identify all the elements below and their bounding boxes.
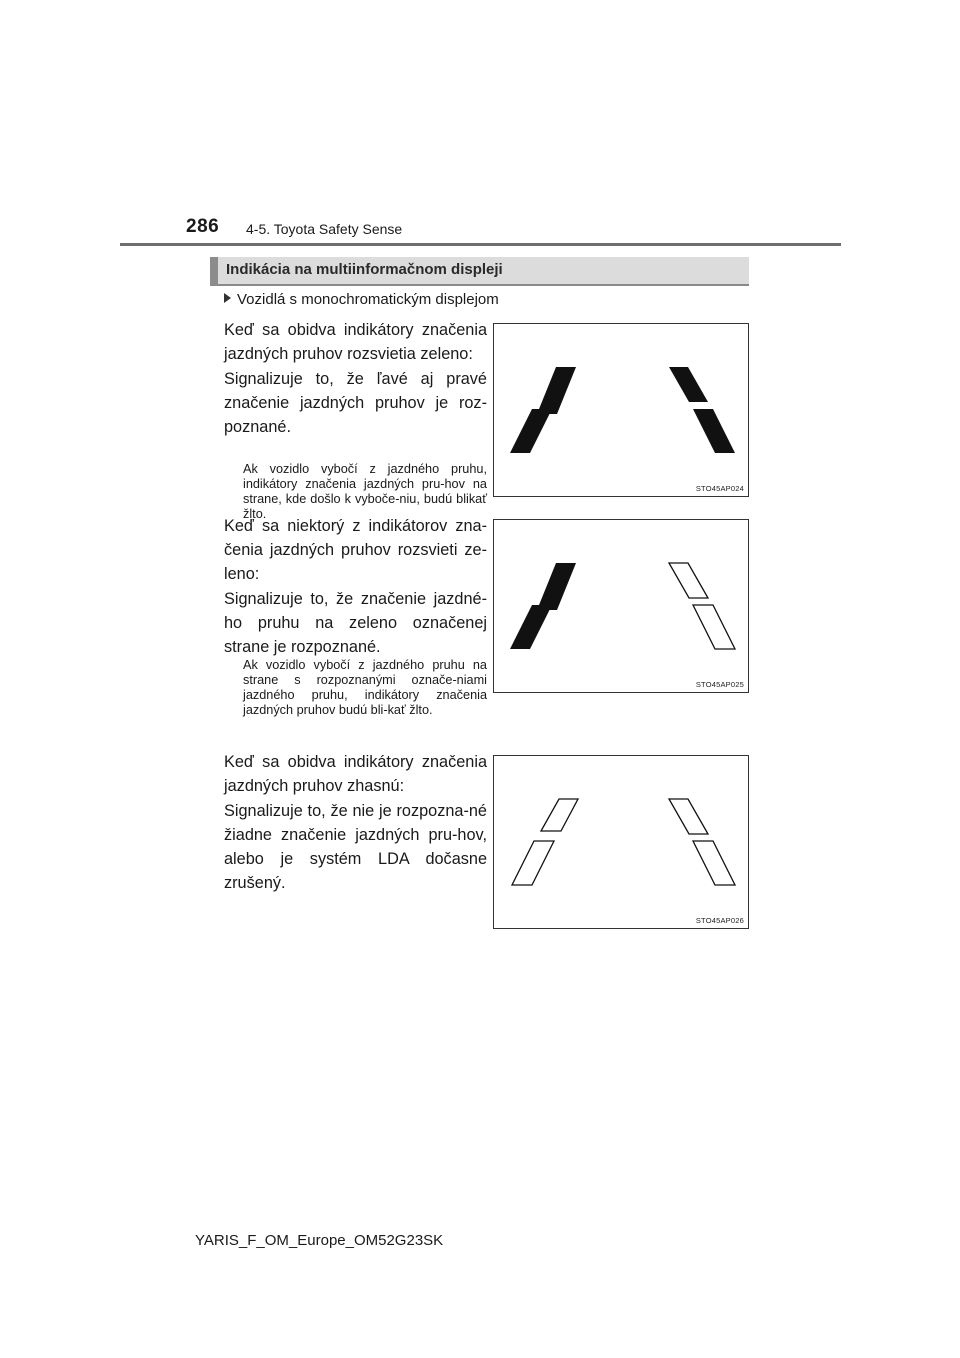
block-1-note: Ak vozidlo vybočí z jazdného pruhu, indikátory značenia jazdných pru-hov na strane, kde došlo k vyboče-niu, budú blikať žlto.	[243, 462, 487, 521]
left-lane-upper-segment	[537, 563, 576, 610]
figure-code: STO45AP025	[695, 680, 744, 689]
right-lane-upper-outline	[669, 799, 708, 834]
right-lane-upper-segment	[669, 367, 708, 402]
figure-code: STO45AP026	[695, 916, 744, 925]
section-title: 4-5. Toyota Safety Sense	[246, 221, 403, 237]
left-lane-lower-segment	[510, 605, 552, 649]
block-2-note: Ak vozidlo vybočí z jazdného pruhu na strane s rozpoznanými označe-niami jazdného pruhu, indikátory značenia jazdných pruhov budú bli-kať žlto.	[243, 658, 487, 717]
lane-indicator-illustration	[494, 756, 750, 930]
footer-doc-id: YARIS_F_OM_Europe_OM52G23SK	[195, 1232, 444, 1249]
block-2-condition: Keď sa niektorý z indikátorov zna-čenia jazdných pruhov rozsvieti ze-leno:	[224, 517, 487, 583]
left-lane-lower-segment	[510, 409, 552, 453]
figure-no-lanes-lit	[493, 755, 749, 929]
page-number: 286	[186, 216, 220, 237]
subheading	[224, 291, 499, 308]
figure-one-lane-lit	[493, 519, 749, 693]
block-1-condition: Keď sa obidva indikátory značenia jazdných pruhov rozsvietia zeleno:	[224, 321, 487, 363]
lane-indicator-illustration	[494, 324, 750, 498]
box-title: Indikácia na multiinformačnom displeji	[226, 261, 503, 278]
figure-both-lanes-lit	[493, 323, 749, 497]
figure-code: STO45AP024	[695, 484, 744, 493]
left-lane-lower-outline	[512, 841, 554, 885]
box-header-bar	[210, 257, 218, 284]
right-lane-lower-outline	[693, 605, 735, 649]
box-header	[210, 257, 749, 286]
left-lane-upper-outline	[541, 799, 578, 831]
right-lane-lower-outline	[693, 841, 735, 885]
triangle-bullet-icon	[224, 293, 231, 303]
right-lane-lower-segment	[693, 409, 735, 453]
block-1-meaning: Signalizuje to, že ľavé aj pravé značenie jazdných pruhov je roz-poznané.	[224, 370, 487, 436]
header-rule	[120, 243, 841, 246]
block-3-meaning: Signalizuje to, že nie je rozpozna-né žiadne značenie jazdných pru-hov, alebo je systém LDA dočasne zrušený.	[224, 802, 487, 892]
right-lane-upper-outline	[669, 563, 708, 598]
block-2-meaning: Signalizuje to, že značenie jazdné-ho pruhu na zeleno označenej strane je rozpoznané.	[224, 590, 487, 656]
block-3-condition: Keď sa obidva indikátory značenia jazdných pruhov zhasnú:	[224, 753, 487, 795]
lane-indicator-illustration	[494, 520, 750, 694]
subheading-text: Vozidlá s monochromatickým displejom	[237, 291, 499, 308]
left-lane-upper-segment	[537, 367, 576, 414]
